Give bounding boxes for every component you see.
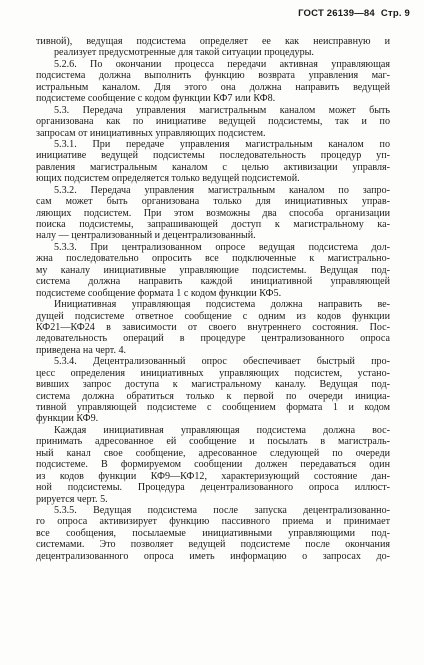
text-line: 5.3.2. Передача управления магистральным каналом по запро-	[54, 184, 390, 196]
standard-number: ГОСТ 26139—84	[298, 8, 375, 19]
text-line: подсистема должна выполнить функцию возврата управления маг-	[36, 70, 390, 82]
text-line: все сообщения, посылаемые инициативными управляющими под-	[36, 527, 390, 539]
text-line: ный канал свое сообщение, адресованное следующей по очереди	[36, 447, 390, 459]
text-line: тивной), ведущая подсистема определяет ее как неисправную и	[36, 36, 390, 47]
paragraph	[36, 356, 390, 425]
text-line: дущей подсистеме ответное сообщение с одним из кодов функции	[36, 310, 390, 322]
text-line: тивной управляющей подсистеме с сообщением формата 1 и кодом	[36, 402, 390, 413]
text-line: 5.3.3. При централизованном опросе ведущая подсистема дол-	[54, 241, 390, 253]
text-line: поиска подсистемы, запрашивающей доступ к магистральному ка-	[36, 219, 390, 230]
text-line: Инициативная управляющая подсистема должна направить ве-	[54, 299, 390, 311]
paragraph	[36, 105, 390, 139]
text-line: запросам от инициативных управляющих подсистем.	[36, 127, 266, 139]
text-line: принимать адресованное ей сообщение и посылать в магистраль-	[36, 436, 390, 448]
text-line: 5.3. Передача управления магистральным каналом может быть	[54, 104, 390, 116]
text-line: подсистеме. В формируемом сообщении должен передаваться один	[36, 459, 390, 471]
text-line: цесс определения инициативных управляющих подсистем, устано-	[36, 367, 390, 379]
text-line: децентрализованного опроса иметь информацию о запросах до-	[36, 550, 390, 562]
text-line: 5.3.5. Ведущая подсистема после запуска децентрализованно-	[54, 504, 390, 516]
text-line: му каналу инициативные управляющие подсистемы. Ведущая под-	[36, 264, 390, 276]
paragraph	[36, 299, 390, 356]
text-line: КФ21—КФ24 в зависимости от своего внутреннего состояния. Пос-	[36, 321, 390, 333]
text-line: функции КФ9.	[36, 413, 99, 425]
text-line: система должна обратиться только к первой по очереди инициа-	[36, 390, 390, 402]
text-line: сам может быть организована только для инициативных управ-	[36, 196, 390, 208]
text-line: ющих подсистем определяется только ведущей подсистемой.	[36, 173, 300, 185]
text-line: налу — централизованный и децентрализованный.	[36, 230, 256, 242]
text-line: равления магистральным каналом с целью активизации управля-	[36, 161, 390, 173]
text-line: система должна направить каждой инициативной управляющей	[36, 276, 390, 288]
text-line: приведена на черт. 4.	[36, 344, 127, 356]
text-line: Каждая инициативная управляющая подсистема должна вос-	[54, 424, 390, 436]
body-text	[36, 36, 390, 562]
text-line: ледовательность операций в процедуре централизованного опроса	[36, 333, 390, 345]
page-header	[298, 8, 410, 19]
text-line: ляющих подсистем. При этом возможны два способа организации	[36, 207, 390, 219]
text-line: 5.3.4. Децентрализованный опрос обеспечивает быстрый про-	[54, 356, 390, 368]
text-line: подсистеме сообщение с кодом функции КФ7 или КФ8.	[36, 93, 276, 105]
text-line: истральным каналом. Для этого она должна направить ведущей	[36, 81, 390, 93]
text-line: системами. Это позволяет ведущей подсистеме после окончания	[36, 539, 390, 551]
text-line: подсистеме сообщение формата 1 с кодом функции КФ5.	[36, 287, 282, 299]
paragraph	[36, 425, 390, 505]
paragraph	[36, 505, 390, 562]
text-line: 5.2.6. По окончании процесса передачи активная управляющая	[54, 58, 390, 70]
paragraph	[36, 139, 390, 185]
paragraph	[36, 36, 390, 59]
paragraph	[36, 242, 390, 299]
text-line: ной подсистемы. Процедура децентрализованного опроса иллюст-	[36, 482, 390, 494]
text-line: жна последовательно опросить все подключенные к магистрально-	[36, 253, 390, 265]
text-line: реализует предусмотренные для такой ситуации процедуры.	[54, 47, 314, 59]
paragraph	[36, 185, 390, 242]
text-line: вивших запрос доступа к магистральному каналу. Ведущая под-	[36, 379, 390, 391]
text-line: организована как по инициативе ведущей подсистемы, так и по	[36, 116, 390, 128]
paragraph	[36, 59, 390, 105]
text-line: инициативе ведущей подсистемы последовательность процедур уп-	[36, 150, 390, 162]
text-line: рируется черт. 5.	[36, 493, 108, 505]
text-line: го опроса активизирует функцию пассивного приема и принимает	[36, 516, 390, 528]
text-line: 5.3.1. При передаче управления магистральным каналом по	[54, 138, 390, 150]
text-line: из кодов функции КФ9—КФ12, характеризующий состояние дан-	[36, 470, 390, 482]
page-number: Стр. 9	[380, 8, 410, 19]
